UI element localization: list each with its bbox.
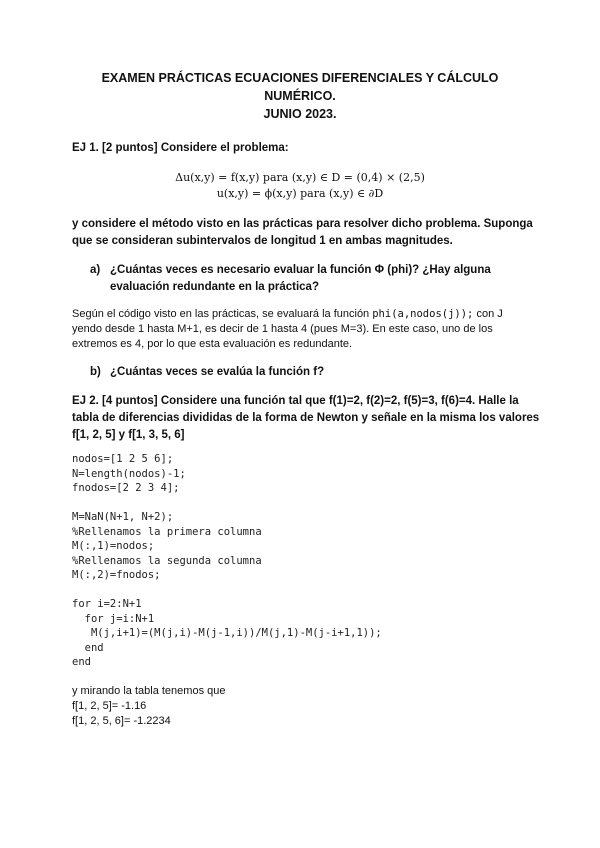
code-line: for j=i:N+1 xyxy=(72,612,155,625)
code-line: fnodos=[2 2 3 4]; xyxy=(72,482,180,494)
code-line: nodos=[1 2 5 6]; xyxy=(72,453,174,465)
code-line xyxy=(72,583,382,598)
answer-a-line3: extremos es 4, por lo que esta evaluación es redundante. xyxy=(72,338,353,350)
code-line: M=NaN(N+1, N+2); xyxy=(72,511,174,523)
result-f125: f[1, 2, 5]= -1.16 xyxy=(72,700,147,712)
code-line: M(:,1)=nodos; xyxy=(72,540,155,552)
matlab-code-block xyxy=(72,452,382,670)
exam-title-line1: EXAMEN PRÁCTICAS ECUACIONES DIFERENCIALES Y CÁLCULO xyxy=(101,71,499,85)
formula-line1: Δu(x,y) = f(x,y) para (x,y) ∈ D = (0,4) × (2,5) xyxy=(175,171,425,184)
code-line: %Rellenamos la segunda columna xyxy=(72,554,262,567)
answer-a-line2: yendo desde 1 hasta M+1, es decir de 1 hasta 4 (pues M=3). En este caso, uno de los xyxy=(72,323,493,335)
question-b xyxy=(90,364,324,381)
question-a-line1: ¿Cuántas veces es necesario evaluar la función Φ (phi)? ¿Hay alguna xyxy=(110,264,491,276)
answer-a-line1 xyxy=(72,307,532,322)
ej2-heading-line3: f[1, 2, 5] y f[1, 3, 5, 6] xyxy=(72,429,185,441)
ej2-heading-line1: EJ 2. [4 puntos] Considere una función tal que f(1)=2, f(2)=2, f(5)=3, f(6)=4. Halle la xyxy=(72,395,519,407)
ej2-heading-line2: tabla de diferencias divididas de la forma de Newton y señale en la misma los valores xyxy=(72,412,540,424)
code-line: end xyxy=(72,656,91,668)
exam-title-line3: JUNIO 2023. xyxy=(263,107,337,121)
exam-title-line2: NUMÉRICO. xyxy=(264,89,336,103)
code-line: %Rellenamos la primera columna xyxy=(72,525,262,538)
answer-a-post: con J xyxy=(473,308,503,320)
question-b-text: ¿Cuántas veces se evalúa la función f? xyxy=(110,366,325,378)
ej1-statement-line1: y considere el método visto en las prácticas para resolver dicho problema. Suponga xyxy=(72,218,533,230)
ej1-heading: EJ 1. [2 puntos] Considere el problema: xyxy=(72,142,289,154)
formula-line2: u(x,y) = ϕ(x,y) para (x,y) ∈ ∂D xyxy=(216,187,384,200)
code-line: M(j,i+1)=(M(j,i)-M(j-1,i))/M(j,1)-M(j-i+1,1)); xyxy=(72,627,382,639)
code-line: for i=2:N+1 xyxy=(72,598,142,610)
code-line: M(:,2)=fnodos; xyxy=(72,569,161,581)
ej1-statement-line2: que se consideran subintervalos de longitud 1 en ambas magnitudes. xyxy=(72,235,453,247)
result-f1256: f[1, 2, 5, 6]= -1.2234 xyxy=(72,715,171,727)
answer-a-pre: Según el código visto en las prácticas, se evaluará la función xyxy=(72,308,373,320)
code-line: end xyxy=(72,641,104,654)
code-line: N=length(nodos)-1; xyxy=(72,467,186,480)
question-b-label: b) xyxy=(90,366,101,378)
question-a xyxy=(90,262,491,279)
question-a-label: a) xyxy=(90,264,101,276)
answer-a-code: phi(a,nodos(j)); xyxy=(372,308,474,320)
result-intro: y mirando la tabla tenemos que xyxy=(72,685,226,697)
code-line xyxy=(72,496,382,511)
question-a-line2: evaluación redundante en la práctica? xyxy=(110,281,319,293)
